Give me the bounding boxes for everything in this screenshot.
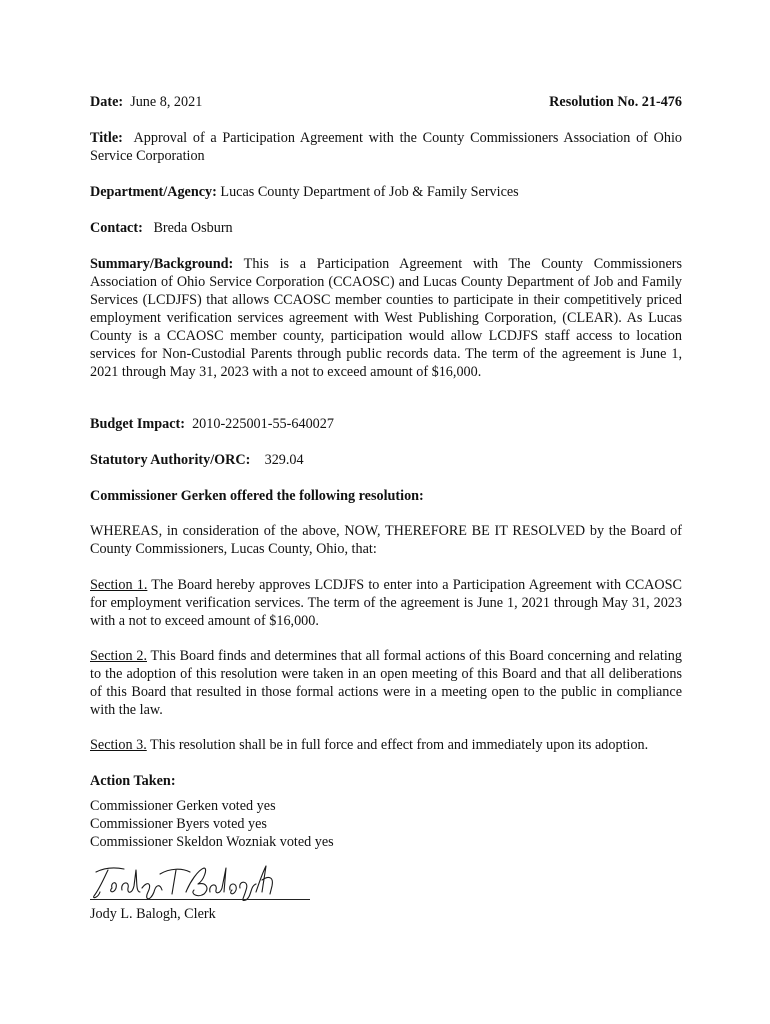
date-label: Date: [90,94,124,110]
votes-list [90,797,682,851]
contact-value: Breda Osburn [153,220,233,236]
summary-label: Summary/Background: [90,256,234,272]
statutory-block [90,451,682,469]
date-value: June 8, 2021 [130,94,203,110]
section-1 [90,576,682,630]
action-label: Action Taken: [90,773,176,789]
signature-line [90,899,310,900]
summary-value: This is a Participation Agreement with The County Commissioners Association of Ohio Service Corporation (CCAOSC) and Lucas County Department of Job and Family Services (LCDJFS) that allows CCAOSC member counties to participate in their competitively priced employment verification services agreement with West Publishing Corporation, (CLEAR). As Lucas County is a CCAOSC member county, participation would allow LCDJFS staff access to location services for Non-Custodial Parents through public records data. The term of the agreement is June 1, 2021 through May 31, 2023 with a not to exceed amount of $16,000. [90,256,682,380]
clerk-name: Jody L. Balogh, Clerk [90,906,216,922]
section-3-label: Section 3. [90,737,147,753]
title-block [90,129,682,165]
statutory-value: 329.04 [264,452,304,468]
vote-line: Commissioner Gerken voted yes [90,798,276,814]
budget-label: Budget Impact: [90,416,185,432]
budget-value: 2010-225001-55-640027 [192,416,334,432]
resolution-number: Resolution No. 21-476 [549,94,682,110]
department-label: Department/Agency: [90,184,217,200]
budget-block [90,415,682,433]
section-2 [90,647,682,719]
offer-line: Commissioner Gerken offered the following resolution: [90,488,424,504]
department-block [90,183,682,201]
contact-block [90,219,682,237]
contact-label: Contact: [90,220,143,236]
handwritten-signature [90,862,310,902]
date-line [90,93,202,111]
header-row [90,93,682,111]
section-2-label: Section 2. [90,648,147,664]
section-3-text: This resolution shall be in full force and effect from and immediately upon its adoption. [150,737,649,753]
section-1-text: The Board hereby approves LCDJFS to enter into a Participation Agreement with CCAOSC for employment verification services. The term of the agreement is June 1, 2021 through May 31, 2023 with a not to exceed amount of $16,000. [90,577,683,629]
section-2-text: This Board finds and determines that all formal actions of this Board concerning and relating to the adoption of this resolution were taken in an open meeting of this Board and that all deliberations of this Board that resulted in those formal actions were in a meeting open to the public in compliance with the law. [90,648,682,718]
vote-line: Commissioner Byers voted yes [90,816,267,832]
whereas-block: WHEREAS, in consideration of the above, NOW, THEREFORE BE IT RESOLVED by the Board of County Commissioners, Lucas County, Ohio, that: [90,523,682,557]
statutory-label: Statutory Authority/ORC: [90,452,251,468]
department-value: Lucas County Department of Job & Family Services [220,184,519,200]
vote-line: Commissioner Skeldon Wozniak voted yes [90,834,334,850]
summary-block [90,255,682,381]
title-label: Title: [90,130,123,146]
section-1-label: Section 1. [90,577,148,593]
title-value: Approval of a Participation Agreement with the County Commissioners Association of Ohio Service Corporation [90,130,682,164]
section-3 [90,736,682,754]
